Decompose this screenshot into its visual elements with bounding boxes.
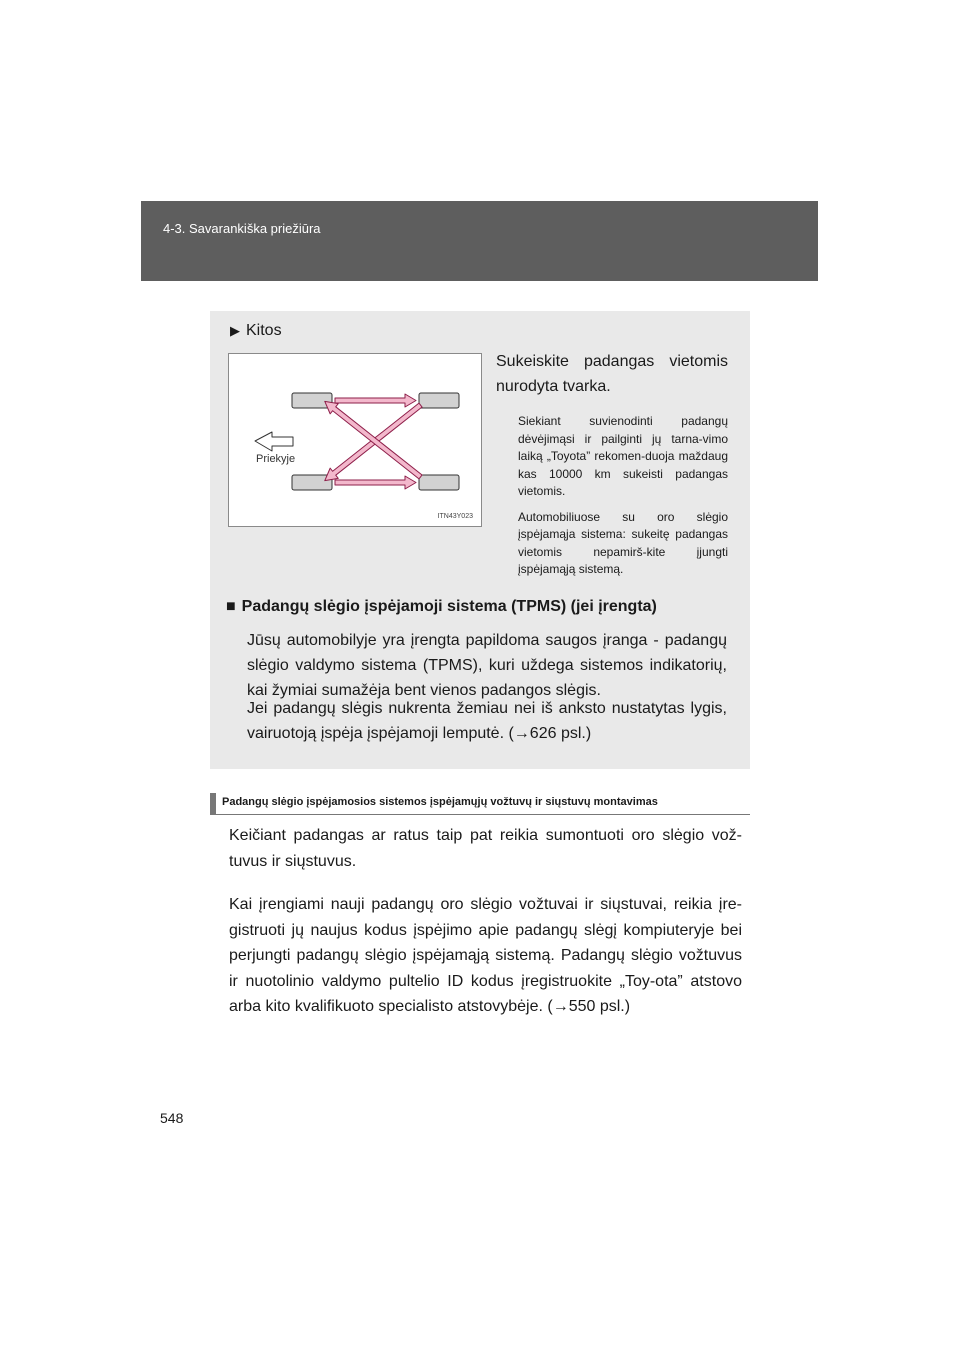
info-box <box>210 311 750 769</box>
installation-banner <box>210 793 750 815</box>
swap-instruction: Sukeiskite padangas vietomis nurodyta tvarka. <box>496 353 728 395</box>
note-rotation-interval: Siekiant suvienodinti padangų dėvėjimąsi ir pailginti jų tarna-vimo laiką „Toyota” rekomen-duoja maždaug kas 10000 km sukeisti padangas vietomis. <box>518 414 728 498</box>
header-bar <box>141 201 818 281</box>
front-label: Priekyje <box>256 453 296 465</box>
rotation-text-column <box>496 349 728 579</box>
note-tpms-reminder: Automobiliuose su oro slėgio įspėjamąja sistema: sukeitę padangas vietomis nepamirš-kite įjungti įspėjamąją sistemą. <box>518 509 728 576</box>
tire-front-left <box>292 393 332 408</box>
tire-front-right <box>419 393 459 408</box>
arrow-front-left-to-front-right <box>335 394 416 407</box>
tire-rear-right <box>419 475 459 490</box>
black-square-icon: ■ <box>226 598 236 615</box>
tpms-section-title: Padangų slėgio įspėjamoji sistema (TPMS) (jei įrengta) <box>241 598 657 615</box>
main-paragraph-2: Kai įrengiami nauji padangų oro slėgio vožtuvai ir siųstuvai, reikia įre-gistruoti jų naujus kodus įspėjimo apie padangų slėgį kompiuteryje bei perjungti padangų slėgio įspėjamąją sistemą. Padangų slėgio vožtuvus ir nuotolinio valdymo pultelio ID kodus įregistruokite „Toy-ota” atstovo arba kito kvalifikuoto specialisto atstovybėje. (→550 psl.) <box>229 896 742 1015</box>
tire-rotation-diagram <box>229 354 483 528</box>
page-number: 548 <box>160 1110 184 1126</box>
subsection-heading <box>230 322 282 340</box>
section-breadcrumb: 4-3. Savarankiška priežiūra <box>163 221 321 236</box>
front-direction-arrow-icon <box>255 432 293 451</box>
triangle-right-icon: ▶ <box>230 323 240 338</box>
tpms-section-heading <box>226 598 657 616</box>
subsection-heading-text: Kitos <box>246 322 282 339</box>
tire-rotation-figure <box>228 353 482 527</box>
figure-code: ITN43Y023 <box>437 513 473 520</box>
arrow-rear-left-to-rear-right <box>335 476 416 489</box>
installation-banner-title: Padangų slėgio įspėjamosios sistemos įspėjamųjų vožtuvų ir siųstuvų montavimas <box>222 796 658 808</box>
tpms-paragraph-2: Jei padangų slėgis nukrenta žemiau nei iš anksto nustatytas lygis, vairuotoją įspėja įspėjamoji lemputė. (→626 psl.) <box>247 700 727 742</box>
main-paragraph-1: Keičiant padangas ar ratus taip pat reikia sumontuoti oro slėgio vož-tuvus ir siųstuvus. <box>229 827 742 870</box>
tpms-paragraph-1: Jūsų automobilyje yra įrengta papildoma saugos įranga - padangų slėgio valdymo sistema (TPMS), kuri uždega sistemos indikatorių, kai žymiai sumažėja bent vienos padangos slėgis. <box>247 632 727 699</box>
